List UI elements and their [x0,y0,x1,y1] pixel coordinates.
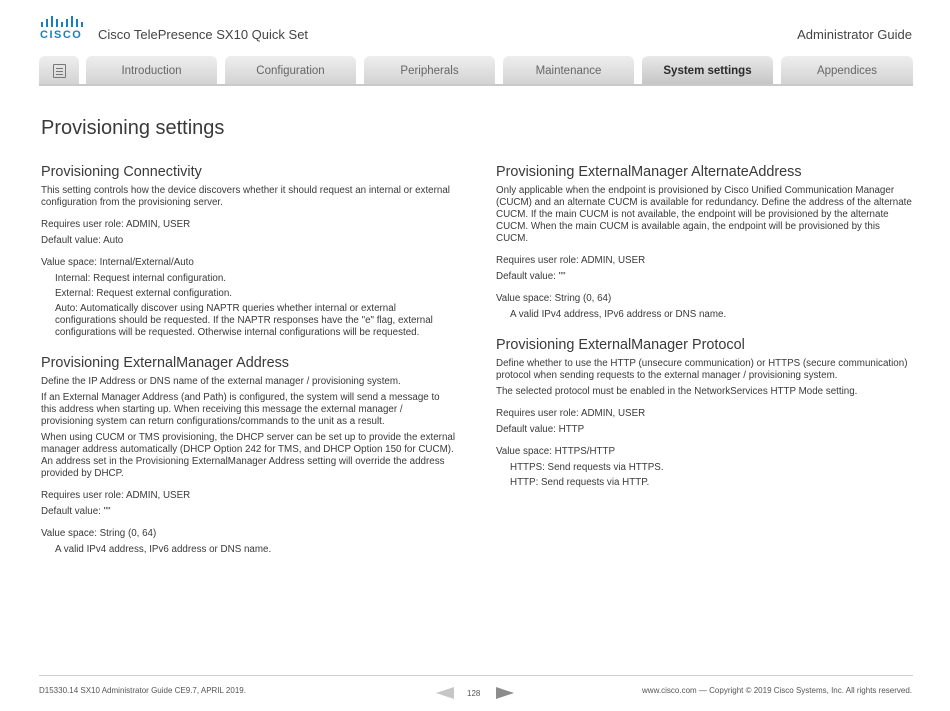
value-space: Value space: String (0, 64) [41,528,157,539]
value-space: Value space: HTTPS/HTTP [496,446,616,457]
section-description: Define whether to use the HTTP (unsecure communication) or HTTPS (secure communication) protocol when sending requests to the external manager / provisioning system. [496,358,908,381]
section-description: The selected protocol must be enabled in the NetworkServices HTTP Mode setting. [496,386,858,397]
default-value: Default value: HTTP [496,424,585,435]
default-value: Default value: "" [496,271,566,282]
tab-configuration[interactable]: Configuration [225,56,356,85]
value-space: Value space: Internal/External/Auto [41,257,194,268]
footer-doc-id: D15330.14 SX10 Administrator Guide CE9.7, APRIL 2019. [39,686,246,695]
footer-copyright-link[interactable]: www.cisco.com — Copyright © 2019 Cisco Systems, Inc. All rights reserved. [642,686,912,695]
user-role: Requires user role: ADMIN, USER [496,408,646,419]
value-option: A valid IPv4 address, IPv6 address or DNS name. [510,309,727,320]
document-title: Cisco TelePresence SX10 Quick Set [98,27,309,42]
value-option: Auto: Automatically discover using NAPTR queries whether internal or external configurations should be requested. If the NAPTR responses have the "e" flag, external configurations will be requested. Otherwise internal configurations will be requested. [55,303,433,338]
footer-divider [39,675,913,676]
left-column [41,163,456,559]
previous-page-arrow-icon[interactable] [436,687,454,699]
cisco-logo-bars-icon [40,16,86,28]
page-header [0,0,950,52]
section-description: If an External Manager Address (and Path) is configured, the system will send a message to this address when starting up. When receiving this message the external manager / provisioning system can return configurations/commands to the unit as a result. [41,392,440,427]
cisco-logo[interactable] [40,16,86,42]
section-description: Only applicable when the endpoint is provisioned by Cisco Unified Communication Manager (CUCM) and an alternate CUCM is available for redundancy. Define the address of the alternate CUCM. If the main CUCM is not available, the endpoint will be provisioned by the alternate CUCM. When the main CUCM is available again, the endpoint will be provisioned by this CUCM. [496,185,912,244]
logo-wordmark: CISCO [40,29,83,41]
section-description: This setting controls how the device discovers whether it should request an internal or external configuration from the provisioning server. [41,185,450,208]
guide-title: Administrator Guide [797,27,912,42]
nav-divider [39,84,913,86]
user-role: Requires user role: ADMIN, USER [41,490,191,501]
tab-contents[interactable] [39,56,79,85]
table-of-contents-icon [53,64,66,78]
value-option: External: Request external configuration. [55,288,232,299]
tab-maintenance[interactable]: Maintenance [503,56,634,85]
chapter-nav [39,56,913,85]
page-number: 128 [467,689,481,698]
user-role: Requires user role: ADMIN, USER [41,219,191,230]
tab-appendices[interactable]: Appendices [781,56,913,85]
next-page-arrow-icon[interactable] [496,687,514,699]
section-title: Provisioning ExternalManager Protocol [496,337,745,353]
value-option: A valid IPv4 address, IPv6 address or DNS name. [55,544,272,555]
section-description: When using CUCM or TMS provisioning, the DHCP server can be set up to provide the external manager address automatically (DHCP Option 242 for TMS, and DHCP Option 150 for CUCM). An address set in the Provisioning ExternalManager Address setting will override the address provided by DHCP. [41,432,456,479]
right-column [496,163,912,492]
tab-peripherals[interactable]: Peripherals [364,56,495,85]
user-role: Requires user role: ADMIN, USER [496,255,646,266]
value-option: HTTP: Send requests via HTTP. [510,477,650,488]
tab-introduction[interactable]: Introduction [86,56,217,85]
default-value: Default value: "" [41,506,111,517]
page-title: Provisioning settings [41,117,225,139]
value-option: HTTPS: Send requests via HTTPS. [510,462,664,473]
section-title: Provisioning ExternalManager Address [41,355,289,371]
value-option: Internal: Request internal configuration. [55,273,227,284]
section-description: Define the IP Address or DNS name of the external manager / provisioning system. [41,376,401,387]
value-space: Value space: String (0, 64) [496,293,612,304]
default-value: Default value: Auto [41,235,124,246]
section-title: Provisioning ExternalManager AlternateAddress [496,164,802,180]
page-navigator [436,686,518,700]
section-title: Provisioning Connectivity [41,164,202,180]
tab-system-settings[interactable]: System settings [642,56,773,85]
